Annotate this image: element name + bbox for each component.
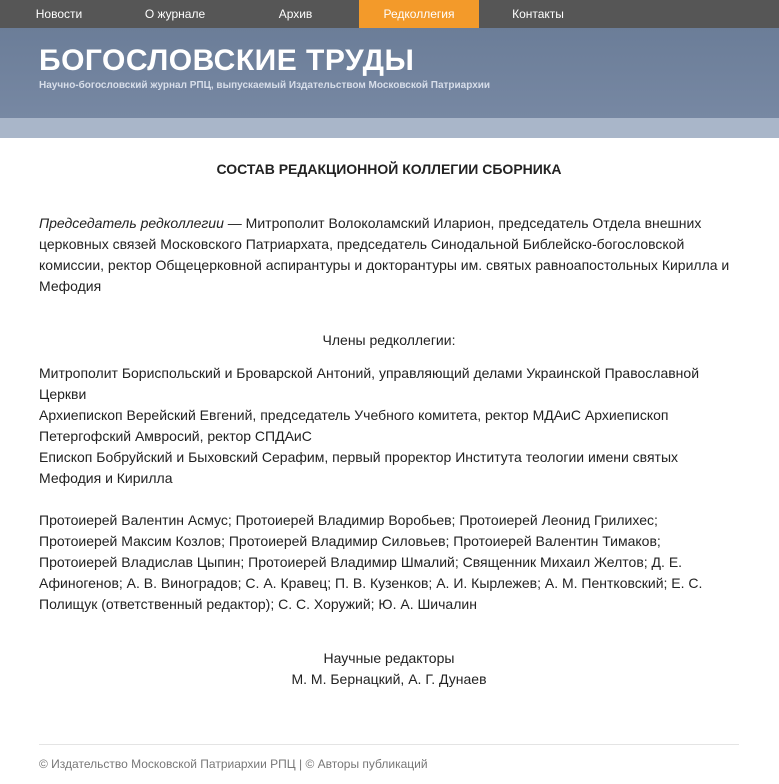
footer-divider (39, 744, 739, 745)
chairman-role: Председатель редколлегии (39, 215, 224, 231)
member-item: Епископ Бобруйский и Быховский Серафим, первый проректор Института теологии имени святых Мефодия и Кирилла (39, 449, 679, 486)
site-header (0, 28, 779, 118)
scientific-editors-heading: Научные редакторы (323, 650, 455, 666)
member-item: Архиепископ Верейский Евгений, председатель Учебного комитета, ректор МДАиС Архиепископ Петергофский Амвросий, ректор СПДАиС (39, 407, 669, 444)
chairman-text: — Митрополит Волоколамский Иларион, председатель Отдела внешних церковных связей Московского Патриархата, председатель Синодальной Библейско-богословской комиссии, ректор Общецерковной аспирантуры и докторантуры им. святых равноапостольных Кирилла и Мефодия (39, 215, 730, 294)
footer-copyright: © Издательство Московской Патриархии РПЦ | © Авторы публикаций (39, 757, 428, 771)
members-names-paragraph: Протоиерей Валентин Асмус; Протоиерей Владимир Воробьев; Протоиерей Леонид Грилихес; Протоиерей Максим Козлов; Протоиерей Владимир Силовьев; Протоиерей Валентин Тимаков; Протоиерей Владислав Цыпин; Протоиерей Владимир Шмалий; Священник Михаил Желтов; Д. Е. Афиногенов; А. В. Виноградов; С. А. Кравец; П. В. Кузенков; А. И. Кырлежев; А. М. Пентковский; Е. С. Полищук (ответственный редактор); С. С. Хоружий; Ю. А. Шичалин (39, 512, 703, 612)
page-title: СОСТАВ РЕДАКЦИОННОЙ КОЛЛЕГИИ СБОРНИКА (216, 161, 562, 177)
top-navigation (0, 0, 779, 28)
scientific-editors-names: М. М. Бернацкий, А. Г. Дунаев (291, 671, 487, 687)
nav-item-editorial-board[interactable]: Редколлегия (359, 0, 479, 28)
site-title[interactable]: БОГОСЛОВСКИЕ ТРУДЫ (39, 44, 415, 77)
nav-item-contacts[interactable]: Контакты (512, 7, 564, 21)
chairman-paragraph (39, 213, 739, 297)
nav-item-archive[interactable]: Архив (278, 7, 313, 21)
members-list (39, 363, 739, 489)
member-item: Митрополит Бориспольский и Броварской Антоний, управляющий делами Украинской Православной Церкви (39, 365, 700, 402)
nav-item-news[interactable]: Новости (35, 7, 83, 21)
nav-item-about[interactable]: О журнале (144, 7, 206, 21)
members-heading: Члены редколлегии: (322, 332, 456, 348)
header-divider-strip (0, 118, 779, 138)
site-subtitle: Научно-богословский журнал РПЦ, выпускаемый Издательством Московской Патриархии (39, 80, 491, 91)
